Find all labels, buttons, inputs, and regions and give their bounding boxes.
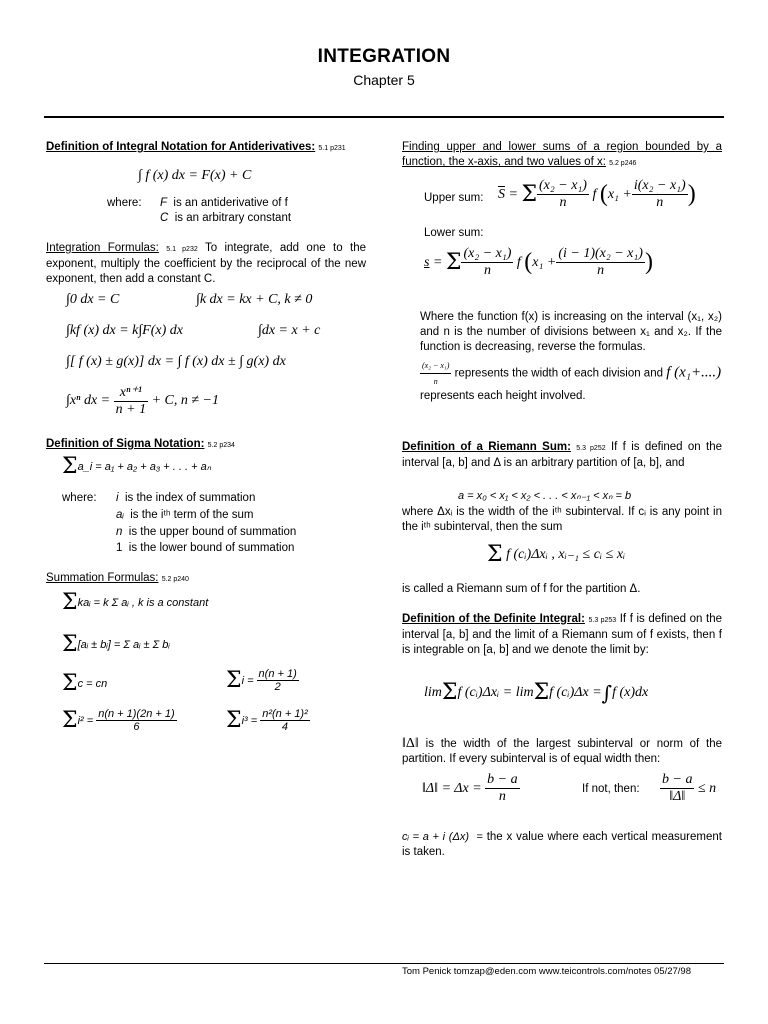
lower-sum-label: Lower sum: (424, 227, 484, 239)
riemann-text-3: is called a Riemann sum of f for the partition Δ. (402, 583, 641, 595)
antideriv-heading-block (46, 140, 376, 156)
summation-s1-text: kaᵢ = k Σ aᵢ , k is a constant (77, 596, 209, 609)
sigma-ref: 5.2 p234 (207, 442, 235, 449)
formula-sum-rule: ∫[ f (x) ± g(x)] dx = ∫ f (x) dx ± ∫ g(x) dx (66, 354, 286, 369)
upper-sum-label: Upper sum: (424, 192, 484, 204)
ci-text: the x value where each vertical measurement is taken. (402, 831, 722, 858)
antideriv-w1-text: is an antiderivative of f (173, 197, 288, 209)
sigma-heading-block (46, 437, 376, 453)
riemann-text-2: where Δxᵢ is the width of the iᵗʰ subinterval. If cᵢ is any point in the iᵗʰ subinterval, then the sum (402, 506, 722, 533)
power-rule-left: ∫xⁿ dx = (66, 393, 111, 408)
summation-heading-block (46, 571, 376, 587)
summation-s6-num: n²(n + 1)² (262, 708, 308, 720)
antideriv-heading: Definition of Integral Notation for Antiderivatives: (46, 141, 316, 153)
sums-paragraph-2: represents the width of each division and (454, 367, 663, 380)
power-rule-den: n + 1 (115, 402, 147, 417)
sigma-heading: Definition of Sigma Notation: (46, 438, 205, 450)
page-subtitle: Chapter 5 (353, 72, 415, 88)
norm-inequality: $\frac{b - a}{‖\Delta‖}$ ≤ n (662, 772, 717, 804)
sigma-formula-text: a_i = a₁ + a₂ + a₃ + . . . + aₙ (77, 461, 212, 473)
definite-ref: 5.3 p253 (588, 617, 617, 624)
sums-ref: 5.2 p246 (609, 160, 637, 167)
formula-power-rule (66, 384, 219, 418)
formula-dx: ∫dx = x + c (258, 323, 321, 338)
summation-s6-lhs: i³ = (241, 714, 261, 727)
riemann-text-1: If f is defined on the interval [a, b] and Δ is an arbitrary partition of [a, b], and (402, 441, 722, 469)
antideriv-formula: ∫ f (x) dx = F(x) + C (138, 168, 252, 183)
integration-formulas-block (46, 241, 366, 287)
integration-formulas-heading: Integration Formulas: (46, 242, 159, 254)
formula-coefficient: ∫kf (x) dx = k∫F(x) dx (66, 323, 183, 338)
sigma-r1-sym: i (116, 492, 119, 504)
sigma-r4-sym: 1 (116, 542, 123, 554)
sigma-r2-sym: aᵢ (116, 509, 124, 521)
bottom-divider (44, 963, 724, 964)
sigma-symbol: Σ (62, 454, 78, 479)
riemann-ref: 5.3 p252 (576, 445, 606, 452)
summation-s6-den: 4 (281, 721, 289, 733)
sigma-r3-sym: n (116, 526, 123, 538)
summation-s3-text: c = cn (77, 677, 108, 690)
summation-s2-text: [aᵢ ± bᵢ] = Σ aᵢ ± Σ bᵢ (77, 638, 170, 651)
summation-s4 (226, 668, 299, 693)
sums-heading-block (402, 140, 722, 171)
top-divider (44, 116, 724, 118)
formula-constant: ∫k dx = kx + C, k ≠ 0 (196, 292, 313, 307)
power-rule-num: xⁿ⁺¹ (114, 384, 148, 402)
sigma-r4-text: is the lower bound of summation (128, 542, 295, 554)
antideriv-w2-text: is an arbitrary constant (174, 212, 292, 224)
summation-ref: 5.2 p240 (161, 576, 189, 583)
lower-sum-formula: s = Σ $\frac{\text{(x₂ − x₁)}}{n}$ f ( x₁ + $\frac{\text{(i − 1)(x₂ − x₁)}}{n}$ ) (424, 246, 653, 278)
antideriv-ref: 5.1 p231 (318, 145, 346, 152)
integration-formulas-text: To integrate, add one to the exponent, multiply the coefficient by the reciprocal of the new exponent, then add a constant C. (46, 242, 366, 285)
antideriv-w1-sym: F (160, 197, 168, 209)
sums-paragraph: Where the function f(x) is increasing on the interval (x₁, x₂) and n is the number of divisions between x₁ and x₂. If the function is decreasing, reverse the formulas. (420, 311, 722, 353)
power-rule-right: + C, n ≠ −1 (151, 393, 219, 408)
sigma-r3-text: is the upper bound of summation (128, 526, 297, 538)
upper-sum-formula: $\overline{S}$ = Σ $\frac{\text{(x₂ − x₁)}}{n}$ f ( x₁ + $\frac{\text{i(x₂ − x₁)}}{n}$ ) (498, 178, 696, 210)
summation-s5-num: n(n + 1)(2n + 1) (98, 708, 175, 720)
footer-text: Tom Penick tomzap@eden.com www.teicontrols.com/notes 05/27/98 (402, 966, 691, 977)
sigma-formula (62, 454, 211, 479)
sigma-symbol: Σ (62, 708, 78, 733)
summation-s2 (62, 632, 170, 657)
riemann-formula-text: f (cᵢ)Δxᵢ , xᵢ₋₁ ≤ cᵢ ≤ xᵢ (506, 547, 626, 562)
ci-block: cᵢ = a + i (Δx) = the x value where each vertical measurement is taken. (402, 831, 722, 858)
sums-paragraph-2-block: $\frac{\text{(x₂ − x₁)}}{n}$ represents the width of each division and f (x₁+....) represents each height involved. (420, 358, 722, 404)
page-title: INTEGRATION (317, 46, 451, 67)
summation-s4-num: n(n + 1) (258, 668, 297, 680)
sums-paragraph-3: represents each height involved. (420, 390, 586, 402)
riemann-heading: Definition of a Riemann Sum: (402, 441, 571, 453)
definite-heading: Definition of the Definite Integral: (402, 613, 585, 625)
definite-text-1: If f is defined on the interval [a, b] and the limit of a Riemann sum of f exists, then f is integrable on [a, b] and we denote the limit by: (402, 613, 722, 656)
sigma-r1-text: is the index of summation (124, 492, 256, 504)
riemann-block (402, 440, 722, 471)
sigma-symbol: Σ (62, 632, 78, 657)
antideriv-w2-sym: C (160, 212, 169, 224)
formula-zero: ∫0 dx = C (66, 292, 120, 307)
definite-text-2: is the width of the largest subinterval or norm of the partition. If every subinterval is of equal width then: (402, 738, 722, 765)
summation-s3 (62, 671, 107, 696)
sigma-symbol: Σ (226, 668, 242, 693)
if-not-label: If not, then: (582, 783, 640, 795)
summation-s5 (62, 708, 177, 733)
sigma-symbol: Σ (226, 708, 242, 733)
riemann-formula (487, 542, 625, 567)
sigma-symbol: Σ (487, 542, 503, 567)
sigma-symbol: Σ (62, 671, 78, 696)
definite-text-2-block: ‖Δ‖ is the width of the largest subinterval or norm of the partition. If every subinterval is of equal width then: (402, 736, 722, 765)
integration-formulas-ref: 5.1 p232 (166, 246, 198, 253)
definite-formula: lim Σ f (cᵢ)Δxᵢ = lim Σ f (cᵢ)Δx = ∫ f (x)dx (424, 680, 649, 705)
summation-heading: Summation Formulas: (46, 572, 159, 584)
sums-heading: Finding upper and lower sums of a region bounded by a function, the x-axis, and two values of x: (402, 141, 722, 168)
riemann-partition: a = x₀ < x₁ < x₂ < . . . < xₙ₋₁ < xₙ = b (458, 490, 632, 502)
summation-s6 (226, 708, 310, 733)
summation-s4-lhs: i = (241, 674, 257, 687)
summation-s5-den: 6 (133, 721, 140, 733)
antideriv-where: where: (107, 197, 142, 209)
sigma-where: where: (62, 492, 97, 504)
norm-formula: ‖Δ‖ = Δx = $\frac{b - a}{n}$ (422, 772, 518, 804)
sigma-r2-text: is the iᵗʰ term of the sum (130, 509, 254, 521)
sigma-symbol: Σ (62, 590, 78, 615)
summation-s1 (62, 590, 208, 615)
summation-s5-lhs: i² = (77, 714, 97, 727)
summation-s4-den: 2 (274, 681, 281, 693)
definite-block (402, 612, 722, 658)
